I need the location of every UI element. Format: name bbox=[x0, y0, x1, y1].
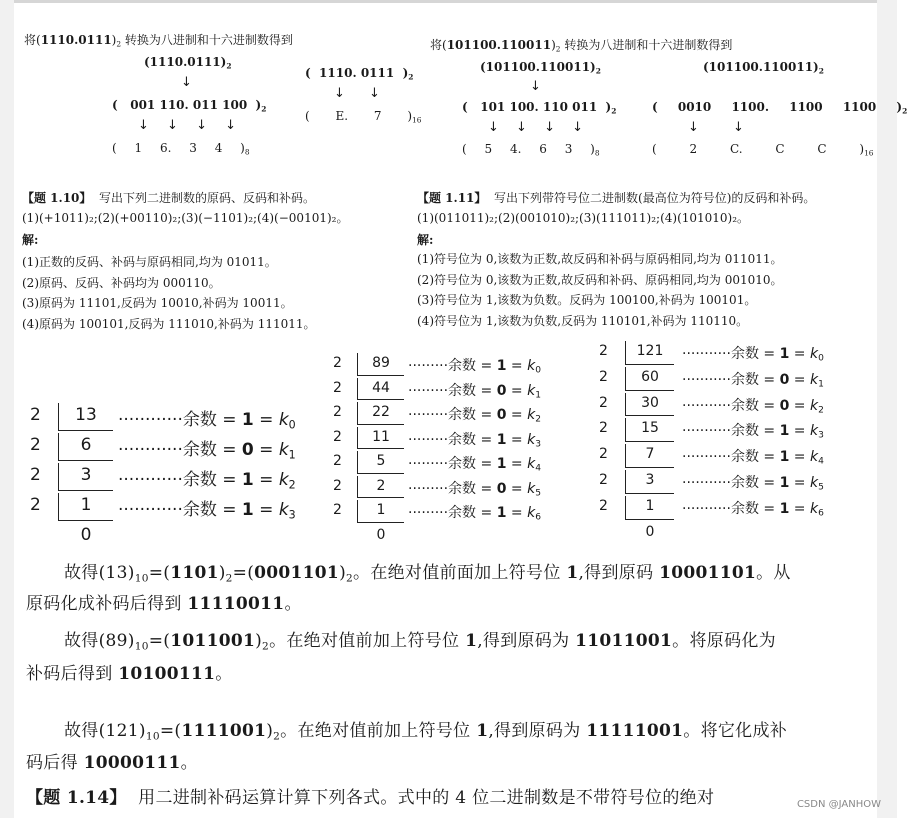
p111-answer-label: 解: bbox=[417, 233, 434, 247]
divisor: 2 bbox=[599, 497, 608, 514]
divisor: 2 bbox=[333, 477, 342, 494]
down-arrow-icon: ↓ bbox=[688, 120, 699, 135]
down-arrow-icon: ↓ bbox=[225, 118, 237, 133]
divisor: 2 bbox=[599, 343, 608, 359]
remainder-line: ···········余数 = 1 = k0 bbox=[682, 346, 824, 364]
conv1-hex-arrows bbox=[334, 86, 380, 101]
remainder-line: ·········余数 = 0 = k2 bbox=[408, 407, 541, 425]
conv1-hex-groups: ( 1110. 0111 )$_2$ bbox=[305, 66, 414, 82]
down-arrow-icon: ↓ bbox=[138, 118, 149, 133]
dividend: 13 bbox=[75, 405, 97, 425]
conv2-oct-digits: ( 5 4. 6 3 )$_8$ bbox=[462, 142, 600, 158]
remainder-line: ···········余数 = 1 = k6 bbox=[682, 500, 824, 519]
divisor: 2 bbox=[333, 502, 342, 518]
down-arrow-icon: ↓ bbox=[544, 120, 555, 135]
divisor: 2 bbox=[30, 435, 41, 455]
conv2-oct-groups: ( 101 100. 110 011 )$_2$ bbox=[462, 100, 617, 116]
remainder-line: ············余数 = 1 = k0 bbox=[118, 410, 296, 432]
remainder-line: ············余数 = 1 = k3 bbox=[118, 500, 296, 522]
conv1-oct-top: $(1110.0111)_2$ bbox=[144, 55, 232, 71]
remainder-line: ···········余数 = 1 = k5 bbox=[682, 475, 824, 493]
conv1-oct-groups: ( 001 110. 011 100 )$_2$ bbox=[112, 98, 267, 114]
dividend: 121 bbox=[636, 343, 664, 359]
remainder-line: ·········余数 = 1 = k4 bbox=[408, 456, 541, 474]
divisor: 2 bbox=[333, 404, 342, 420]
dividend: 7 bbox=[645, 446, 655, 463]
p110-answer-2: (2)原码、反码、补码均为 000110。 bbox=[22, 276, 221, 290]
remainder-line: ···········余数 = 0 = k1 bbox=[682, 371, 824, 390]
remainder-line: ·········余数 = 0 = k5 bbox=[408, 480, 541, 499]
divisor: 2 bbox=[333, 428, 342, 445]
final-quotient: 0 bbox=[645, 523, 655, 540]
remainder-line: ·········余数 = 1 = k0 bbox=[408, 358, 541, 376]
down-arrow-icon: ↓ bbox=[733, 120, 744, 135]
conv2-hex-groups: ( 0010 1100. 1100 1100 )$_2$ bbox=[652, 100, 907, 116]
divisor: 2 bbox=[599, 472, 608, 488]
result-13-line2: 原码化成补码后得到 11110011。 bbox=[26, 594, 302, 614]
divisor: 2 bbox=[599, 420, 608, 437]
page-left-margin bbox=[0, 0, 14, 818]
final-quotient: 0 bbox=[80, 525, 92, 545]
conv1-title: 将$(1110.0111)_2$ 转换为八进制和十六进制数得到 bbox=[24, 33, 293, 49]
down-arrow-icon: ↓ bbox=[334, 86, 345, 101]
conv2-hex-top: $(101100.110011)_2$ bbox=[703, 60, 824, 76]
divisor: 2 bbox=[333, 379, 342, 396]
result-13: 故得$(13)_{10}=(1101)_2=(0001101)_2$。在绝对值前面加上符号位 1,得到原码 10001101。从 bbox=[64, 563, 791, 585]
dividend: 44 bbox=[372, 379, 390, 396]
down-arrow-icon: ↓ bbox=[369, 86, 380, 101]
divisor: 2 bbox=[333, 453, 342, 469]
dividend: 30 bbox=[641, 394, 659, 411]
page-right-margin bbox=[877, 0, 897, 818]
down-arrow-icon: ↓ bbox=[530, 79, 541, 94]
result-121: 故得$(121)_{10}=(1111001)_2$。在绝对值前加上符号位 1,得到原码为 11111001。将它化成补 bbox=[64, 721, 788, 743]
dividend: 6 bbox=[80, 435, 92, 455]
remainder-line: ·········余数 = 1 = k3 bbox=[408, 431, 541, 450]
conv1-oct-arrows bbox=[138, 118, 236, 133]
final-quotient: 0 bbox=[376, 526, 386, 543]
remainder-line: ············余数 = 1 = k2 bbox=[118, 470, 296, 492]
remainder-line: ············余数 = 0 = k1 bbox=[118, 440, 296, 462]
down-arrow-icon: ↓ bbox=[196, 118, 207, 133]
dividend: 1 bbox=[80, 495, 92, 515]
divisor: 2 bbox=[30, 495, 41, 515]
dividend: 15 bbox=[641, 420, 659, 437]
remainder-line: ···········余数 = 1 = k3 bbox=[682, 423, 824, 442]
p111-items: (1)(011011)₂;(2)(001010)₂;(3)(111011)₂;(4)(101010)₂。 bbox=[417, 211, 750, 225]
dividend: 1 bbox=[645, 497, 655, 514]
dividend: 2 bbox=[376, 477, 386, 494]
result-89-line2: 补码后得到 10100111。 bbox=[26, 664, 233, 684]
p110-answer-1: (1)正数的反码、补码与原码相同,均为 01011。 bbox=[22, 255, 277, 269]
dividend: 60 bbox=[641, 368, 659, 385]
divisor: 2 bbox=[599, 446, 608, 463]
remainder-line: ···········余数 = 0 = k2 bbox=[682, 397, 824, 416]
down-arrow-icon: ↓ bbox=[516, 120, 527, 135]
remainder-line: ·········余数 = 0 = k1 bbox=[408, 382, 541, 401]
dividend: 22 bbox=[372, 404, 390, 420]
p111-answer-1: (1)符号位为 0,该数为正数,故反码和补码与原码相同,均为 011011。 bbox=[417, 252, 783, 266]
p111-answer-4: (4)符号位为 1,该数为负数,反码为 110101,补码为 110110。 bbox=[417, 314, 749, 328]
dividend: 3 bbox=[645, 472, 655, 488]
p110-answer-3: (3)原码为 11101,反码为 10010,补码为 10011。 bbox=[22, 296, 293, 310]
conv1-hex-digits: ( E. 7 )$_{16}$ bbox=[305, 109, 422, 125]
dividend: 1 bbox=[376, 502, 386, 518]
p110-answer-label: 解: bbox=[22, 233, 39, 247]
p110-question: 【题 1.10】 写出下列二进制数的原码、反码和补码。 bbox=[22, 191, 316, 205]
result-121-line2: 码后得 10000111。 bbox=[26, 753, 198, 773]
p111-answer-2: (2)符号位为 0,该数为正数,故反码和补码、原码相同,均为 001010。 bbox=[417, 273, 783, 287]
conv2-title: 将$(101100.110011)_2$ 转换为八进制和十六进制数得到 bbox=[430, 38, 733, 54]
dividend: 89 bbox=[372, 355, 390, 371]
down-arrow-icon: ↓ bbox=[167, 118, 178, 133]
result-89: 故得$(89)_{10}=(1011001)_2$。在绝对值前加上符号位 1,得到原码为 11011001。将原码化为 bbox=[64, 631, 776, 653]
dividend: 11 bbox=[372, 428, 390, 445]
down-arrow-icon: ↓ bbox=[572, 120, 584, 135]
divisor: 2 bbox=[30, 405, 41, 425]
dividend: 3 bbox=[80, 465, 92, 485]
remainder-line: ·········余数 = 1 = k6 bbox=[408, 505, 541, 523]
p111-answer-3: (3)符号位为 1,该数为负数。反码为 100100,补码为 100101。 bbox=[417, 293, 757, 307]
divisor: 2 bbox=[599, 368, 608, 385]
conv2-hex-arrows bbox=[688, 120, 744, 135]
p110-answer-4: (4)原码为 100101,反码为 111010,补码为 111011。 bbox=[22, 317, 316, 331]
conv2-hex-digits: ( 2 C. C C )$_{16}$ bbox=[652, 142, 874, 158]
divisor: 2 bbox=[333, 355, 342, 371]
divisor: 2 bbox=[599, 394, 608, 411]
p111-question: 【题 1.11】 写出下列带符号位二进制数(最高位为符号位)的反码和补码。 bbox=[417, 191, 816, 205]
p114-question: 【题 1.14】 用二进制补码运算计算下列各式。式中的 4 位二进制数是不带符号位的绝对 bbox=[26, 788, 715, 808]
page-top-border bbox=[14, 0, 877, 3]
watermark: CSDN @JANHOW bbox=[796, 799, 881, 810]
conv2-oct-arrows bbox=[488, 120, 583, 135]
divisor: 2 bbox=[30, 465, 41, 485]
remainder-line: ···········余数 = 1 = k4 bbox=[682, 449, 824, 467]
dividend: 5 bbox=[376, 453, 386, 469]
conv2-oct-top: $(101100.110011)_2$ bbox=[480, 60, 601, 76]
p110-items: (1)(+1011)₂;(2)(+00110)₂;(3)(−1101)₂;(4)(−00101)₂。 bbox=[22, 211, 349, 225]
conv1-oct-digits: ( 1 6. 3 4 )$_8$ bbox=[112, 141, 250, 157]
down-arrow-icon: ↓ bbox=[488, 120, 499, 135]
down-arrow-icon: ↓ bbox=[181, 75, 192, 90]
